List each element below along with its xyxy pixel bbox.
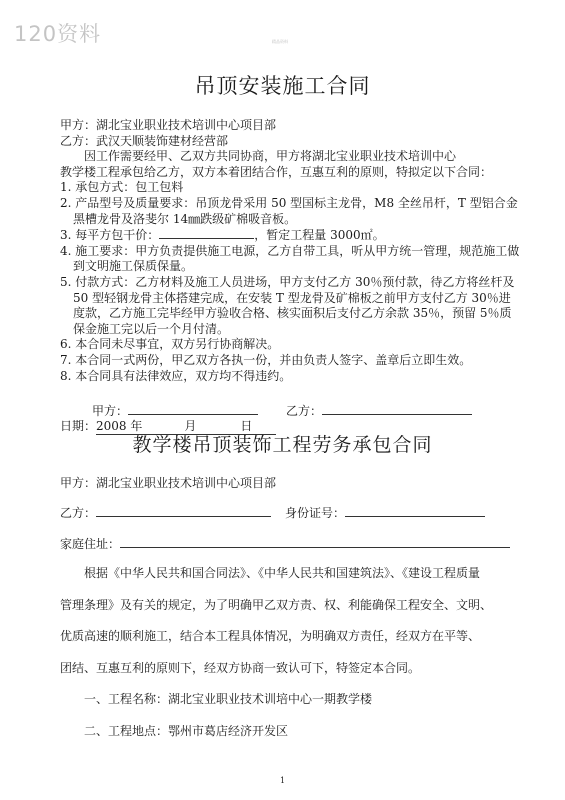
- address-line: [120, 536, 510, 548]
- c2-item2: 二、工程地点：鄂州市葛店经济开发区: [84, 723, 289, 738]
- clause-5: 5. 付款方式：乙方材料及施工人员进场，甲方支付乙方 30％预付款，待乙方将丝杆及 50 型轻钢龙骨主体搭建完成，在安装 T 型龙骨及矿棉板之前甲方支付乙方 30％进度款，乙方施工完毕经甲方验收合格、核实面积后支付乙方余款 35％，预留 5％质保金施工完以后一个月付清。: [60, 274, 515, 336]
- contract1-body: [60, 118, 520, 384]
- contract1-party-b: 乙方：武汉天顺装饰建材经营部: [60, 133, 229, 148]
- page-number: 1: [279, 776, 286, 785]
- clause-1: 1. 承包方式：包工包料: [60, 180, 184, 195]
- date-year: 2008 年: [96, 419, 143, 433]
- c2-para-line1: 根据《中华人民共和国合同法》、《中华人民共和国建筑法》、《建设工程质量: [84, 566, 481, 580]
- contract1-title: 吊顶安装施工合同: [194, 74, 371, 98]
- clause-3: [60, 227, 520, 244]
- date-label: 日期：: [60, 419, 97, 433]
- clause-2: 2. 产品型号及质量要求：吊顶龙骨采用 50 型国标主龙骨，M8 全丝吊杆，T 型铝合金黑槽龙骨及洛斐尔 14㎜跌级矿棉吸音板。: [60, 195, 518, 226]
- date-month: 月: [184, 419, 197, 433]
- clause-3-prefix: 3. 每平方包干价：: [60, 228, 160, 243]
- c2-para-line3: 优质高速的顺利施工，结合本工程具体情况，为明确双方责任，经双方在平等、: [60, 629, 481, 643]
- id-label: 身份证号：: [285, 506, 346, 520]
- party-b-line: [96, 505, 271, 517]
- date-day: 日: [240, 419, 253, 433]
- sign-a-line: [128, 403, 258, 415]
- c2-para-line4: 团结、互惠互利的原则下，经双方协商一致认可下，特签定本合同。: [60, 660, 421, 675]
- sign-a-label: 甲方：: [92, 404, 129, 418]
- clause-8: 8. 本合同具有法律效应，双方均不得违约。: [60, 368, 292, 383]
- clause-3-suffix: ，暂定工程量 3000㎡。: [254, 228, 385, 243]
- contract2-party-a: 甲方：湖北宝业职业技术培训中心项目部: [60, 476, 277, 490]
- clause-4: 4. 施工要求：甲方负责提供施工电源，乙方自带工具，听从甲方统一管理，规范施工做到文明施工保质保量。: [60, 243, 520, 274]
- c2-item1: 一、工程名称：湖北宝业职业技术训培中心一期教学楼: [84, 692, 373, 706]
- contract1-party-a: 甲方：湖北宝业职业技术培训中心项目部: [60, 118, 277, 132]
- tiny-header-mark: 精品资料: [272, 39, 288, 44]
- contract2-paragraph: [60, 558, 515, 747]
- contract2-address-row: [60, 535, 510, 552]
- contract1-intro-line2: 教学楼工程承包给乙方，双方本着团结合作，互惠互利的原则，特拟定以下合同：: [60, 164, 493, 179]
- price-blank: [159, 227, 254, 239]
- c2-para-line2: 管理条理》及有关的规定，为了明确甲乙双方责、权、利能确保工程安全、文明、: [60, 597, 493, 612]
- clause-7: 7. 本合同一式两份，甲乙双方各执一份，并由负责人签字、盖章后立即生效。: [60, 352, 472, 367]
- contract2-party-b-row: [60, 504, 485, 521]
- contract1-intro-line1: 因工作需要经甲、乙双方共同协商，甲方将湖北宝业职业技术培训中心: [84, 149, 457, 164]
- sign-b-label: 乙方：: [286, 404, 323, 418]
- id-line: [345, 505, 485, 517]
- clause-6: 6. 本合同未尽事宜，双方另行协商解决。: [60, 337, 280, 352]
- contract2-title: 教学楼吊顶装饰工程劳务承包合同: [132, 434, 433, 456]
- party-b-label: 乙方：: [60, 506, 97, 520]
- watermark-logo: 120资料: [14, 22, 102, 46]
- sign-b-line: [322, 403, 472, 415]
- address-label: 家庭住址：: [60, 537, 121, 551]
